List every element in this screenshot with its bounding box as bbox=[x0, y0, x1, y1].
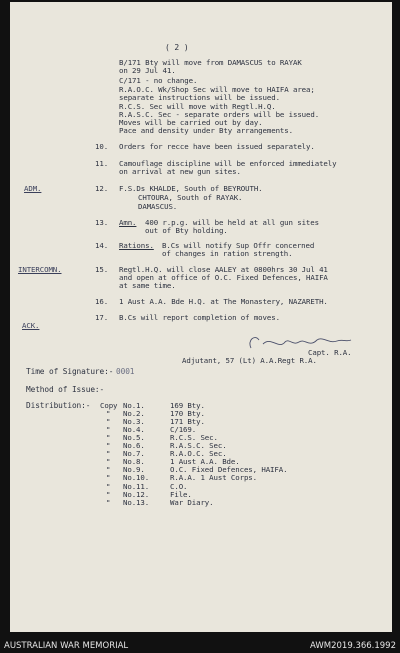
distribution-copy-number: No.13. bbox=[123, 497, 150, 507]
para-13-line: 400 r.p.g. will be held at all gun sites bbox=[145, 218, 319, 227]
page-number: ( 2 ) bbox=[165, 43, 189, 52]
distribution-recipient: 169 Bty. bbox=[170, 401, 205, 410]
para-9-line: C/171 - no change. bbox=[119, 76, 198, 85]
para-15-number: 15. bbox=[95, 265, 109, 274]
para-9-line: Moves will be carried out by day. bbox=[119, 118, 263, 127]
distribution-ditto-mark: " bbox=[106, 417, 111, 427]
distribution-ditto-mark: " bbox=[106, 465, 111, 475]
para-14-label: Rations. bbox=[119, 241, 154, 250]
signatory-rank: Capt. R.A. bbox=[308, 348, 352, 357]
para-14-line: of changes in ration strength. bbox=[162, 249, 293, 258]
distribution-copy-number: No.6. bbox=[123, 441, 145, 451]
para-12-line: DAMASCUS. bbox=[138, 202, 178, 211]
adm-heading: ADM. bbox=[24, 184, 42, 193]
footer-accession-number: AWM2019.366.1992 bbox=[310, 641, 396, 651]
para-9-line: on 29 Jul 41. bbox=[119, 66, 176, 75]
distribution-copy-number: No.3. bbox=[123, 417, 145, 427]
para-9-line: Pace and density under Bty arrangements. bbox=[119, 126, 293, 135]
distribution-recipient: C/169. bbox=[170, 425, 197, 435]
distribution-copy-number: No.9. bbox=[123, 465, 145, 475]
method-of-issue-label: Method of Issue:- bbox=[26, 385, 105, 394]
para-16-number: 16. bbox=[95, 297, 109, 306]
document-page bbox=[10, 2, 392, 632]
para-17-text: B.Cs will report completion of moves. bbox=[119, 313, 280, 322]
signatory-appointment: Adjutant, 57 (Lt) A.A.Regt R.A. bbox=[182, 356, 317, 365]
distribution-copy-number: No.10. bbox=[123, 473, 150, 483]
para-16-text: 1 Aust A.A. Bde H.Q. at The Monastery, NAZARETH. bbox=[119, 297, 328, 306]
distribution-copy-number: No.4. bbox=[123, 425, 145, 435]
distribution-recipient: 170 Bty. bbox=[170, 409, 205, 419]
para-9-line: B/171 Bty will move from DAMASCUS to RAYAK bbox=[119, 58, 302, 67]
intercomn-heading: INTERCOMN. bbox=[18, 265, 62, 274]
distribution-ditto-mark: " bbox=[106, 497, 111, 507]
distribution-copy-number: No.12. bbox=[123, 489, 150, 499]
para-14-number: 14. bbox=[95, 241, 109, 250]
distribution-ditto-mark: " bbox=[106, 433, 111, 443]
distribution-ditto-mark: " bbox=[106, 441, 111, 451]
para-13-line: out of Bty holding. bbox=[145, 226, 228, 235]
distribution-ditto-mark: " bbox=[106, 457, 111, 467]
para-15-line: and open at office of O.C. Fixed Defences, HAIFA bbox=[119, 273, 328, 282]
distribution-copy-number: No.11. bbox=[123, 481, 150, 491]
distribution-recipient: R.A.S.C. Sec. bbox=[170, 441, 227, 451]
para-11-line: on arrival at new gun sites. bbox=[119, 167, 241, 176]
para-11-line: Camouflage discipline will be enforced immediately bbox=[119, 159, 337, 168]
para-10-number: 10. bbox=[95, 142, 109, 151]
distribution-recipient: R.A.A. 1 Aust Corps. bbox=[170, 473, 257, 483]
distribution-ditto-mark: " bbox=[106, 449, 111, 459]
para-15-line: at same time. bbox=[119, 281, 176, 290]
distribution-recipient: C.O. bbox=[170, 481, 188, 491]
para-9-line: R.C.S. Sec will move with Regtl.H.Q. bbox=[119, 102, 276, 111]
para-13-number: 13. bbox=[95, 218, 109, 227]
distribution-label: Distribution:- bbox=[26, 401, 91, 410]
distribution-copy-number: No.7. bbox=[123, 449, 145, 459]
para-9-line: R.A.S.C. Sec - separate orders will be issued. bbox=[119, 110, 320, 119]
distribution-recipient: R.A.O.C. Sec. bbox=[170, 449, 227, 459]
para-10-text: Orders for recce have been issued separately. bbox=[119, 142, 315, 151]
time-of-signature-label: Time of Signature:- bbox=[26, 367, 114, 376]
distribution-recipient: 171 Bty. bbox=[170, 417, 205, 427]
para-9-line: R.A.O.C. Wk/Shop Sec will move to HAIFA area; bbox=[119, 85, 315, 94]
distribution-copy-number: No.2. bbox=[123, 409, 145, 419]
para-12-line: CHTOURA, South of RAYAK. bbox=[138, 193, 243, 202]
distribution-recipient: O.C. Fixed Defences, HAIFA. bbox=[170, 465, 288, 475]
distribution-recipient: War Diary. bbox=[170, 497, 214, 507]
para-12-number: 12. bbox=[95, 184, 109, 193]
para-17-number: 17. bbox=[95, 313, 109, 322]
distribution-ditto-mark: " bbox=[106, 473, 111, 483]
distribution-recipient: R.C.S. Sec. bbox=[170, 433, 218, 443]
footer-credit: AUSTRALIAN WAR MEMORIAL bbox=[4, 641, 129, 651]
copy-label: Copy bbox=[100, 401, 118, 410]
distribution-ditto-mark: " bbox=[106, 489, 111, 499]
para-12-line: F.S.Ds KHALDE, South of BEYROUTH. bbox=[119, 184, 263, 193]
distribution-copy-number: No.8. bbox=[123, 457, 145, 467]
distribution-copy-number: No.1. bbox=[123, 401, 145, 410]
distribution-recipient: 1 Aust A.A. Bde. bbox=[170, 457, 240, 467]
distribution-copy-number: No.5. bbox=[123, 433, 145, 443]
distribution-ditto-mark: " bbox=[106, 481, 111, 491]
para-13-label: Amn. bbox=[119, 218, 137, 227]
time-of-signature-value: 0001 bbox=[116, 367, 135, 376]
distribution-ditto-mark: " bbox=[106, 409, 111, 419]
distribution-ditto-mark: " bbox=[106, 425, 111, 435]
ack-heading: ACK. bbox=[22, 321, 40, 330]
para-9-line: separate instructions will be issued. bbox=[119, 93, 280, 102]
para-14-line: B.Cs will notify Sup Offr concerned bbox=[162, 241, 315, 250]
para-11-number: 11. bbox=[95, 159, 109, 168]
para-15-line: Regtl.H.Q. will close AALEY at 0800hrs 30 Jul 41 bbox=[119, 265, 328, 274]
distribution-recipient: File. bbox=[170, 489, 192, 499]
